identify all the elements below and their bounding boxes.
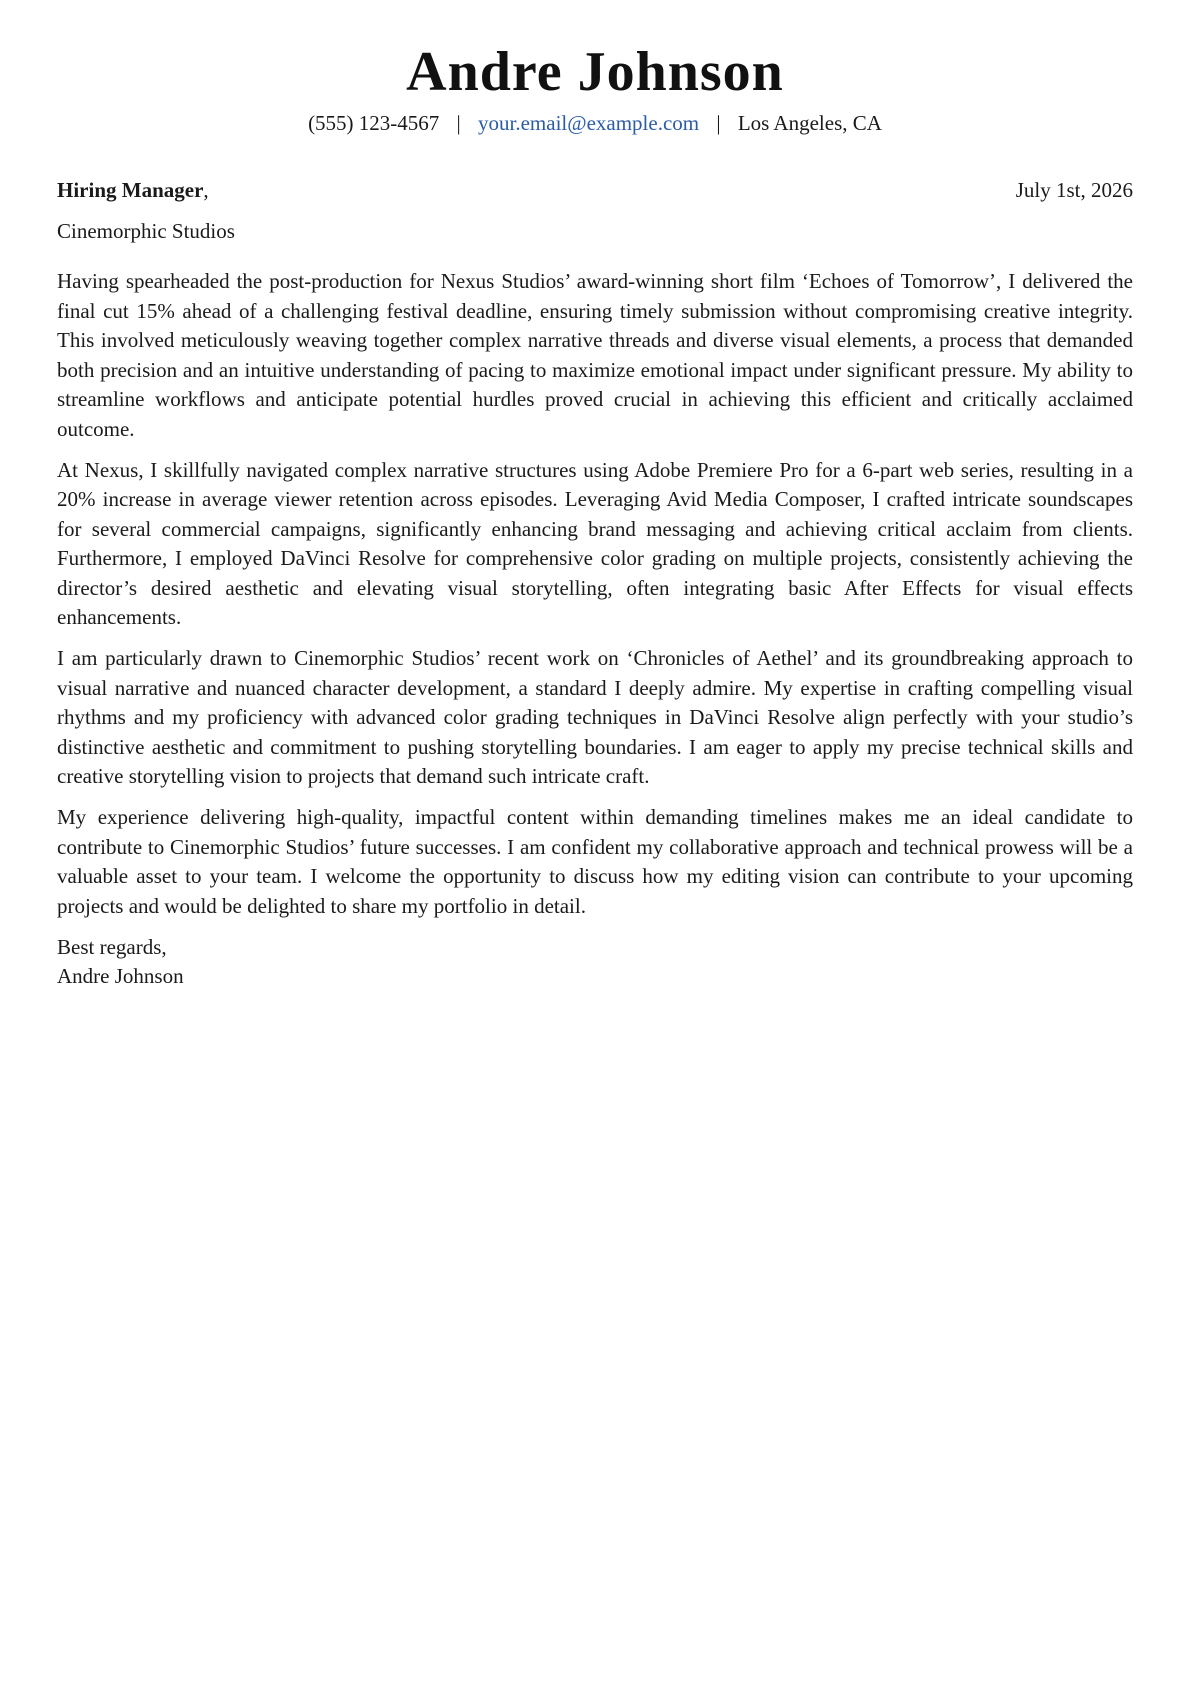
location: Los Angeles, CA [737,110,882,135]
letter-date: July 1st, 2026 [1015,177,1133,202]
salutation-comma: , [203,177,209,202]
closing-block [57,933,1133,992]
email-link[interactable]: your.email@example.com [478,110,700,135]
letter-body [57,267,1133,921]
contact-line [57,110,1133,137]
body-paragraph: Having spearheaded the post-production for Nexus Studios’ award-winning short film ‘Echoes of Tomorrow’, I delivered the final cut 15% ahead of a challenging festival deadline, ensuring timely submission without compromising creative integrity. This involved meticulously weaving together complex narrative threads and diverse visual elements, a process that demanded both precision and an intuitive understanding of pacing to maximize emotional impact under significant pressure. My ability to streamline workflows and anticipate potential hurdles proved crucial in achieving this efficient and critically acclaimed outcome. [57,269,1133,441]
signature-name: Andre Johnson [57,964,184,989]
body-paragraph: I am particularly drawn to Cinemorphic Studios’ recent work on ‘Chronicles of Aethel’ and its groundbreaking approach to visual narrative and nuanced character development, a standard I deeply admire. My expertise in crafting compelling visual rhythms and my proficiency with advanced color grading techniques in DaVinci Resolve align perfectly with your studio’s distinctive aesthetic and commitment to pushing storytelling boundaries. I am eager to apply my precise technical skills and creative storytelling vision to projects that demand such intricate craft. [57,646,1133,788]
recipient-company: Cinemorphic Studios [57,219,235,244]
applicant-name: Andre Johnson [406,41,784,103]
body-paragraph: My experience delivering high-quality, impactful content within demanding timelines makes me an ideal candidate to contribute to Cinemorphic Studios’ future successes. I am confident my collaborative approach and technical prowess will be a valuable asset to your team. I welcome the opportunity to discuss how my editing vision can contribute to your upcoming projects and would be delighted to share my portfolio in detail. [57,805,1133,918]
phone-number: (555) 123-4567 [308,110,440,135]
salutation [57,177,209,204]
recipient-row [57,177,1133,204]
separator: | [716,110,721,135]
valediction: Best regards, [57,935,167,960]
body-paragraph: At Nexus, I skillfully navigated complex narrative structures using Adobe Premiere Pro for a 6-part web series, resulting in a 20% increase in average viewer retention across episodes. Leveraging Avid Media Composer, I crafted intricate soundscapes for several commercial campaigns, significantly enhancing brand messaging and achieving critical acclaim from clients. Furthermore, I employed DaVinci Resolve for comprehensive color grading on multiple projects, consistently achieving the director’s desired aesthetic and elevating visual storytelling, often integrating basic After Effects for visual effects enhancements. [57,457,1133,629]
recipient-title: Hiring Manager [57,177,204,202]
separator: | [456,110,461,135]
